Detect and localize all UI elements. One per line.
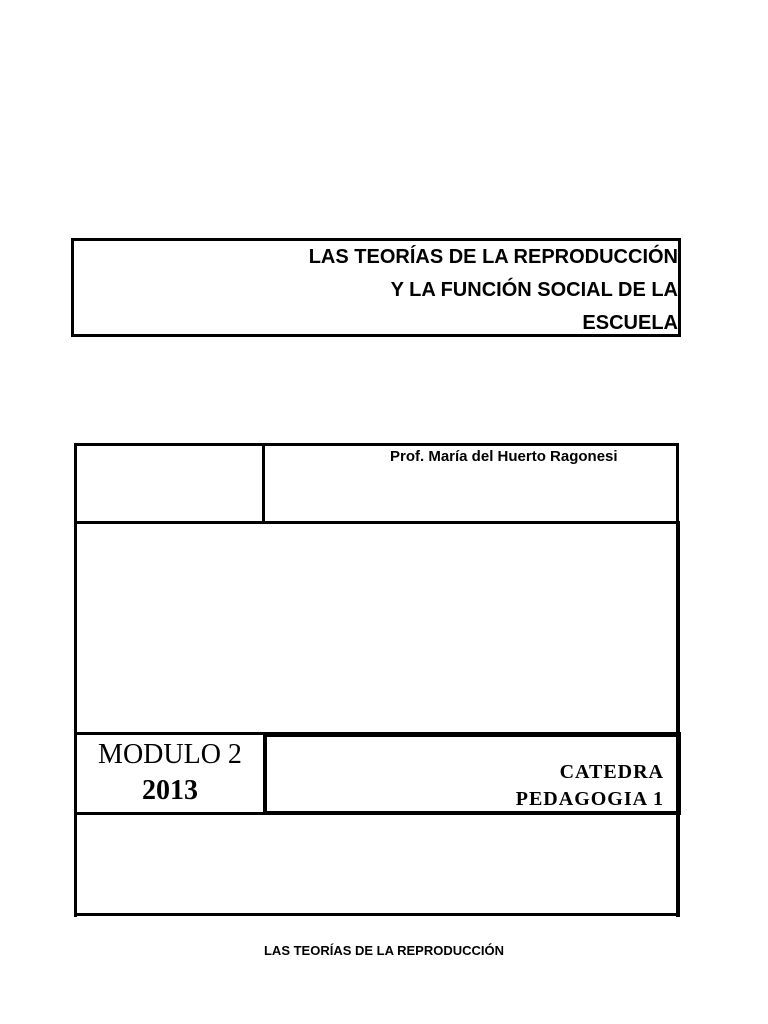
grid-border-top xyxy=(74,443,679,446)
chair-box-right xyxy=(677,733,681,815)
title-line-2: Y LA FUNCIÓN SOCIAL DE LA xyxy=(390,279,678,301)
title-line-1: LAS TEORÍAS DE LA REPRODUCCIÓN xyxy=(308,246,678,268)
grid-border-bottom xyxy=(74,913,680,916)
chair-label xyxy=(516,759,664,813)
grid-divider-row-1 xyxy=(74,521,680,524)
title-box xyxy=(71,238,681,337)
author-name: Prof. María del Huerto Ragonesi xyxy=(390,448,618,465)
grid-divider-row-3 xyxy=(74,812,266,815)
grid-border-left xyxy=(74,443,77,917)
module-year: 2013 xyxy=(142,775,198,806)
grid-divider-top-vertical xyxy=(262,443,265,524)
grid-border-right-upper xyxy=(676,443,679,525)
module-label xyxy=(78,737,262,809)
chair-line-2: PEDAGOGIA 1 xyxy=(515,788,664,810)
module-name: MODULO 2 xyxy=(98,739,242,770)
chair-box-left xyxy=(263,733,267,815)
chair-box-top xyxy=(263,733,681,737)
chair-line-1: CATEDRA xyxy=(559,761,664,783)
title-line-3: ESCUELA xyxy=(582,312,678,334)
grid-border-right-lower xyxy=(676,522,680,917)
page-footer: LAS TEORÍAS DE LA REPRODUCCIÓN xyxy=(263,943,505,958)
